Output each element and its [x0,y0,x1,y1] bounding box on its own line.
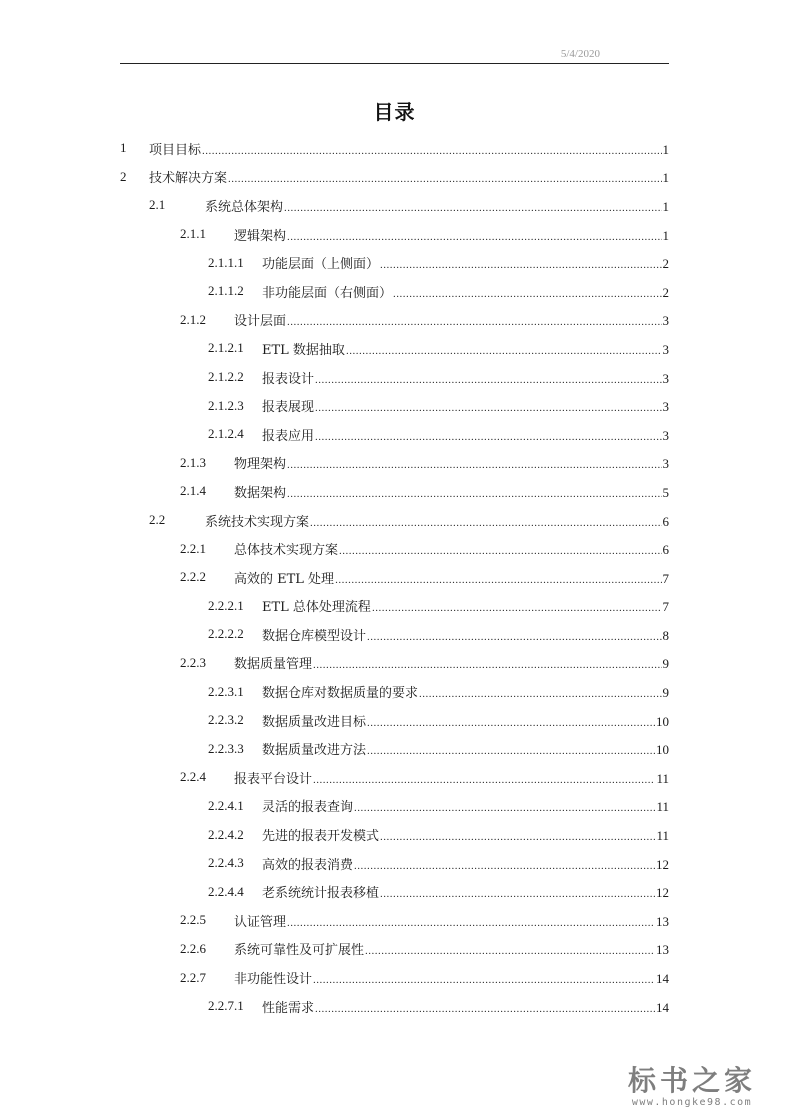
toc-entry-number: 2.2.3.1 [208,683,244,699]
toc-entry-title[interactable]: 报表平台设计 [234,771,313,787]
toc-entry-line [234,568,669,587]
toc-entry-page: 7 [662,599,669,615]
toc-entry[interactable] [0,191,789,220]
toc-entry-title[interactable]: 报表应用 [262,428,315,444]
toc-entry[interactable] [0,163,789,192]
toc-entry-title[interactable]: 性能需求 [262,1000,315,1016]
toc-entry[interactable] [0,306,789,335]
toc-entry-line [262,282,669,301]
toc-leader-dots [354,860,655,872]
toc-leader-dots [380,831,655,843]
toc-entry-number: 2.1 [149,197,166,213]
toc-leader-dots [228,173,661,185]
toc-leader-dots [367,717,655,729]
toc-entry-number: 2.2.4.3 [208,855,244,871]
toc-entry-line [262,625,669,644]
toc-entry-page: 3 [662,370,669,386]
toc-entry-title[interactable]: ETL 总体处理流程 [262,600,371,616]
toc-entry-page: 11 [656,828,669,844]
toc-entry[interactable] [0,706,789,735]
toc-entry-title[interactable]: 系统技术实现方案 [205,514,310,530]
toc-entry[interactable] [0,363,789,392]
toc-entry-title[interactable]: 数据架构 [234,485,287,501]
toc-entry-page: 2 [662,256,669,272]
toc-entry-line [234,939,669,958]
toc-entry-line [234,310,669,329]
toc-entry[interactable] [0,477,789,506]
toc-entry-page: 1 [662,227,669,243]
toc-entry-title[interactable]: 报表设计 [262,371,315,387]
toc-entry[interactable] [0,677,789,706]
toc-entry-line [234,225,669,244]
toc-leader-dots [315,1003,655,1015]
toc-entry-page: 9 [662,685,669,701]
toc-entry[interactable] [0,592,789,621]
toc-entry-title[interactable]: 系统总体架构 [205,199,284,215]
toc-leader-dots [287,459,661,471]
toc-entry-title[interactable]: 设计层面 [234,314,287,330]
toc-entry-line [262,339,669,358]
toc-entry-number: 2.1.1.1 [208,254,244,270]
toc-list [0,134,789,1020]
toc-leader-dots [315,402,661,414]
toc-entry-page: 10 [656,742,669,758]
toc-entry[interactable] [0,506,789,535]
toc-entry[interactable] [0,220,789,249]
toc-entry-page: 3 [662,313,669,329]
toc-entry-line [262,739,669,758]
toc-entry-title[interactable]: 先进的报表开发模式 [262,829,380,845]
toc-entry-page: 11 [656,799,669,815]
toc-entry-line [234,968,669,987]
toc-entry-line [234,911,669,930]
toc-entry-page: 13 [656,913,669,929]
toc-entry[interactable] [0,877,789,906]
toc-entry-number: 2.1.2.1 [208,340,244,356]
toc-entry[interactable] [0,563,789,592]
toc-leader-dots [354,802,655,814]
toc-entry-line [262,368,669,387]
toc-entry-number: 2.2.4.2 [208,826,244,842]
header-date: 5/4/2020 [560,48,600,60]
toc-leader-dots [202,145,661,157]
toc-leader-dots [372,602,662,614]
toc-entry-line [262,796,669,815]
toc-entry[interactable] [0,277,789,306]
toc-leader-dots [419,688,661,700]
toc-entry-page: 5 [662,484,669,500]
toc-entry[interactable] [0,391,789,420]
toc-entry-number: 2.1.1.2 [208,283,244,299]
toc-entry-line [234,768,669,787]
toc-entry-page: 8 [662,627,669,643]
toc-entry-number: 1 [120,140,127,156]
toc-entry-number: 2.2.2.2 [208,626,244,642]
toc-leader-dots [367,745,655,757]
toc-entry-number: 2.2.1 [180,540,206,556]
toc-entry[interactable] [0,734,789,763]
toc-entry[interactable] [0,906,789,935]
watermark-url-text: www.hongke98.com [631,1097,753,1108]
toc-leader-dots [313,659,661,671]
toc-entry-page: 12 [656,856,669,872]
toc-entry-line [262,682,669,701]
toc-entry-title[interactable]: 功能层面（上侧面） [262,257,380,273]
toc-leader-dots [287,488,661,500]
toc-entry-number: 2.2.7 [180,969,206,985]
toc-entry-line [262,711,669,730]
toc-entry-title[interactable]: 高效的报表消费 [262,857,354,873]
toc-entry-page: 14 [656,999,669,1015]
toc-entry-page: 14 [656,971,669,987]
toc-entry-line [234,539,669,558]
header-rule [120,63,669,64]
toc-leader-dots [287,917,655,929]
toc-entry-number: 2.2.3.2 [208,712,244,728]
toc-entry[interactable] [0,792,789,821]
toc-entry-number: 2.2.4.4 [208,883,244,899]
toc-leader-dots [339,545,661,557]
toc-entry-title[interactable]: 系统可靠性及可扩展性 [234,943,365,959]
toc-entry-page: 6 [662,513,669,529]
toc-entry-page: 1 [662,141,669,157]
toc-entry[interactable] [0,248,789,277]
toc-entry-title[interactable]: 报表展现 [262,400,315,416]
toc-entry-title[interactable]: 项目目标 [149,142,202,158]
toc-entry-line [262,596,669,615]
toc-entry-title[interactable]: 逻辑架构 [234,228,287,244]
toc-entry-line [205,511,669,530]
toc-entry-page: 1 [662,170,669,186]
toc-entry-page: 3 [662,341,669,357]
toc-leader-dots [313,774,655,786]
toc-entry[interactable] [0,935,789,964]
toc-entry-number: 2 [120,168,127,184]
toc-entry-line [205,196,669,215]
toc-entry-page: 6 [662,542,669,558]
toc-entry-number: 2.2.4 [180,769,206,785]
toc-entry-line [262,396,669,415]
toc-entry-page: 1 [662,198,669,214]
toc-entry-line [149,167,669,186]
toc-entry-line [262,425,669,444]
toc-entry-number: 2.1.2.3 [208,397,244,413]
toc-entry-number: 2.2.6 [180,940,206,956]
toc-entry-number: 2.1.3 [180,454,206,470]
toc-entry-line [262,253,669,272]
toc-leader-dots [315,374,661,386]
toc-entry-page: 13 [656,942,669,958]
toc-entry-number: 2.1.4 [180,483,206,499]
toc-entry[interactable] [0,649,789,678]
toc-entry[interactable] [0,992,789,1021]
toc-entry-title[interactable]: 数据仓库对数据质量的要求 [262,686,419,702]
toc-entry-page: 2 [662,284,669,300]
toc-leader-dots [365,945,655,957]
toc-leader-dots [310,517,661,529]
toc-leader-dots [284,202,661,214]
toc-leader-dots [315,431,661,443]
toc-leader-dots [367,631,661,643]
toc-entry-title[interactable]: ETL 数据抽取 [262,342,345,358]
toc-entry-line [234,453,669,472]
toc-entry-title[interactable]: 认证管理 [234,914,287,930]
toc-leader-dots [380,259,661,271]
toc-entry-page: 3 [662,399,669,415]
toc-entry-page: 10 [656,713,669,729]
toc-entry-line [234,653,669,672]
toc-entry-number: 2.2.2 [180,569,206,585]
toc-entry-number: 2.1.2.4 [208,426,244,442]
toc-entry[interactable] [0,963,789,992]
toc-entry[interactable] [0,620,789,649]
toc-entry-page: 11 [656,770,669,786]
toc-entry-title[interactable]: 总体技术实现方案 [234,543,339,559]
toc-entry-number: 2.2.2.1 [208,597,244,613]
watermark-main-text: 标书之家 [627,1064,756,1098]
toc-entry-page: 9 [662,656,669,672]
toc-entry-number: 2.2 [149,512,166,528]
toc-leader-dots [346,345,662,357]
toc-entry[interactable] [0,334,789,363]
toc-entry-title[interactable]: 物理架构 [234,457,287,473]
toc-entry-line [262,882,669,901]
toc-entry[interactable] [0,534,789,563]
toc-entry-page: 7 [662,570,669,586]
toc-entry-number: 2.1.1 [180,226,206,242]
toc-entry-line [262,825,669,844]
toc-entry-title[interactable]: 高效的 ETL 处理 [234,571,335,587]
toc-entry[interactable] [0,849,789,878]
toc-leader-dots [313,974,655,986]
toc-entry-page: 3 [662,427,669,443]
toc-entry-line [262,854,669,873]
toc-entry-title[interactable]: 非功能层面（右侧面） [262,285,393,301]
toc-entry-number: 2.1.2 [180,311,206,327]
toc-leader-dots [287,231,661,243]
toc-entry-title[interactable]: 老系统统计报表移植 [262,886,380,902]
toc-entry-number: 2.2.7.1 [208,998,244,1014]
toc-entry[interactable] [0,420,789,449]
toc-entry-line [262,997,669,1016]
toc-entry-line [149,139,669,158]
toc-entry-title[interactable]: 数据质量管理 [234,657,313,673]
toc-entry[interactable] [0,820,789,849]
toc-entry-number: 2.2.5 [180,912,206,928]
toc-entry[interactable] [0,134,789,163]
toc-leader-dots [393,288,661,300]
toc-entry-page: 12 [656,885,669,901]
toc-entry-number: 2.1.2.2 [208,369,244,385]
toc-entry-title[interactable]: 数据质量改进方法 [262,743,367,759]
toc-entry-title[interactable]: 灵活的报表查询 [262,800,354,816]
toc-entry-number: 2.2.3 [180,654,206,670]
toc-entry-number: 2.2.3.3 [208,740,244,756]
toc-leader-dots [287,316,661,328]
toc-entry[interactable] [0,449,789,478]
toc-entry-number: 2.2.4.1 [208,797,244,813]
toc-entry-title[interactable]: 数据仓库模型设计 [262,628,367,644]
toc-entry-title[interactable]: 数据质量改进目标 [262,714,367,730]
toc-entry[interactable] [0,763,789,792]
toc-entry-page: 3 [662,456,669,472]
toc-leader-dots [335,574,661,586]
toc-leader-dots [380,888,655,900]
toc-entry-title[interactable]: 非功能性设计 [234,972,313,988]
toc-entry-title[interactable]: 技术解决方案 [149,171,228,187]
toc-entry-line [234,482,669,501]
page-title: 目录 [373,100,416,124]
watermark-logo [617,1066,767,1108]
